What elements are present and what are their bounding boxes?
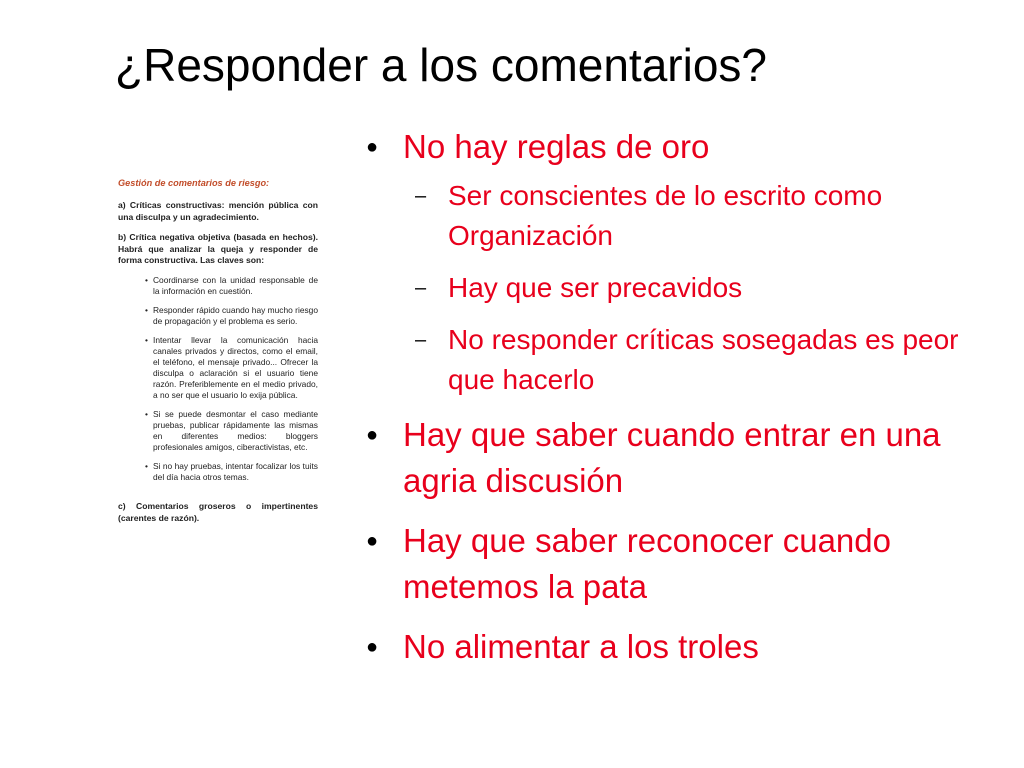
- inset-heading: Gestión de comentarios de riesgo:: [118, 178, 270, 188]
- sub-bullet-text: Hay que ser precavidos: [448, 272, 743, 303]
- sub-bullet-item: [366, 320, 1006, 400]
- sub-bullet-list: [366, 176, 1006, 400]
- inset-list-item: • Intentar llevar la comunicación hacia canales privados y directos, como el email, el teléfono, el mensaje privado... Ofrecer la disculpa o aclaración si el usuario tiene razón. Preferiblemente en el medio privado, a no ser que el usuario lo exija pública.: [146, 335, 318, 401]
- bullet-text: No hay reglas de oro: [403, 128, 710, 165]
- dash-icon: –: [415, 277, 427, 299]
- bullet-text: Hay que saber reconocer cuando metemos la pata: [403, 522, 891, 605]
- bullet-item: [366, 412, 1006, 504]
- bullet-dot-icon: ●: [366, 530, 379, 552]
- inset-list-item: • Si no hay pruebas, intentar focalizar los tuits del día hacia otros temas.: [146, 461, 318, 483]
- sub-bullet-item: [366, 176, 1006, 256]
- dash-icon: –: [415, 185, 427, 207]
- bullet-list: [366, 124, 1006, 684]
- inset-paragraph-b: b) Crítica negativa objetiva (basada en hechos). Habrá que analizar la queja y responder de forma constructiva. Las claves son:: [118, 232, 318, 266]
- inset-list-item: • Coordinarse con la unidad responsable de la información en cuestión.: [146, 275, 318, 297]
- dash-icon: –: [415, 329, 427, 351]
- inset-paragraph-c: c) Comentarios groseros o impertinentes (carentes de razón).: [118, 501, 318, 523]
- sub-bullet-text: Ser conscientes de lo escrito como Organización: [448, 180, 883, 251]
- bullet-text: No alimentar a los troles: [403, 628, 759, 665]
- bullet-dot-icon: ●: [366, 136, 379, 158]
- bullet-dot-icon: ●: [366, 636, 379, 658]
- inset-key-list: [146, 275, 318, 483]
- bullet-item: [366, 518, 1006, 610]
- bullet-item: [366, 624, 1006, 670]
- bullet-text: Hay que saber cuando entrar en una agria discusión: [403, 416, 941, 499]
- inset-list-item: • Si se puede desmontar el caso mediante pruebas, publicar rápidamente las mismas en diferentes medios: bloggers profesionales amigos, ciberactivistas, etc.: [146, 409, 318, 453]
- sub-bullet-text: No responder críticas sosegadas es peor que hacerlo: [448, 324, 959, 395]
- bullet-dot-icon: ●: [366, 424, 379, 446]
- scanned-text-inset: [112, 178, 318, 533]
- slide-title: ¿Responder a los comentarios?: [115, 39, 767, 91]
- inset-paragraph-a: a) Críticas constructivas: mención pública con una disculpa y un agradecimiento.: [118, 200, 318, 222]
- sub-bullet-item: [366, 268, 1006, 308]
- bullet-item: [366, 124, 1006, 170]
- inset-list-item: • Responder rápido cuando hay mucho riesgo de propagación y el problema es serio.: [146, 305, 318, 327]
